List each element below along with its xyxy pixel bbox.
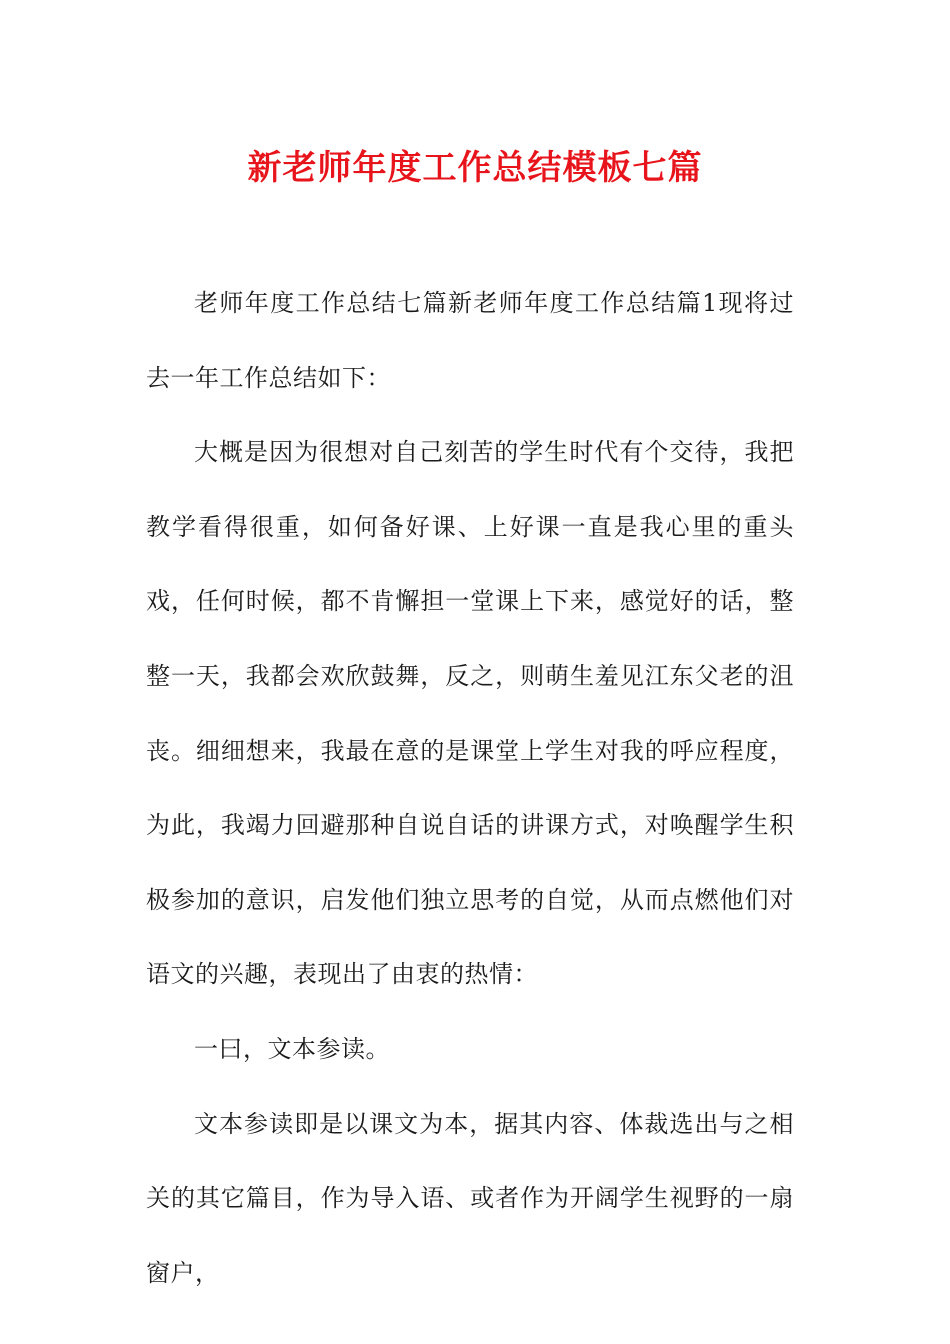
paragraph: 老师年度工作总结七篇新老师年度工作总结篇1现将过去一年工作总结如下： xyxy=(146,289,794,392)
document-title: 新老师年度工作总结模板七篇 xyxy=(247,148,703,188)
paragraph: 一曰，文本参读。 xyxy=(194,1034,390,1063)
paragraph: 文本参读即是以课文为本，据其内容、体裁选出与之相关的其它篇目，作为导入语、或者作为开阔学生视野的一扇窗户， xyxy=(146,1109,794,1287)
paragraph: 大概是因为很想对自己刻苦的学生时代有个交待，我把教学看得很重，如何备好课、上好课一直是我心里的重头戏，任何时候，都不肯懈担一堂课上下来，感觉好的话，整整一天，我都会欢欣鼓舞，反之，则萌生羞见江东父老的沮丧。细细想来，我最在意的是课堂上学生对我的呼应程度，为此，我竭力回避那种自说自话的讲课方式，对唤醒学生积极参加的意识，启发他们独立思考的自觉，从而点燃他们对语文的兴趣，表现出了由衷的热情： xyxy=(146,438,794,989)
document-body xyxy=(146,266,794,1310)
